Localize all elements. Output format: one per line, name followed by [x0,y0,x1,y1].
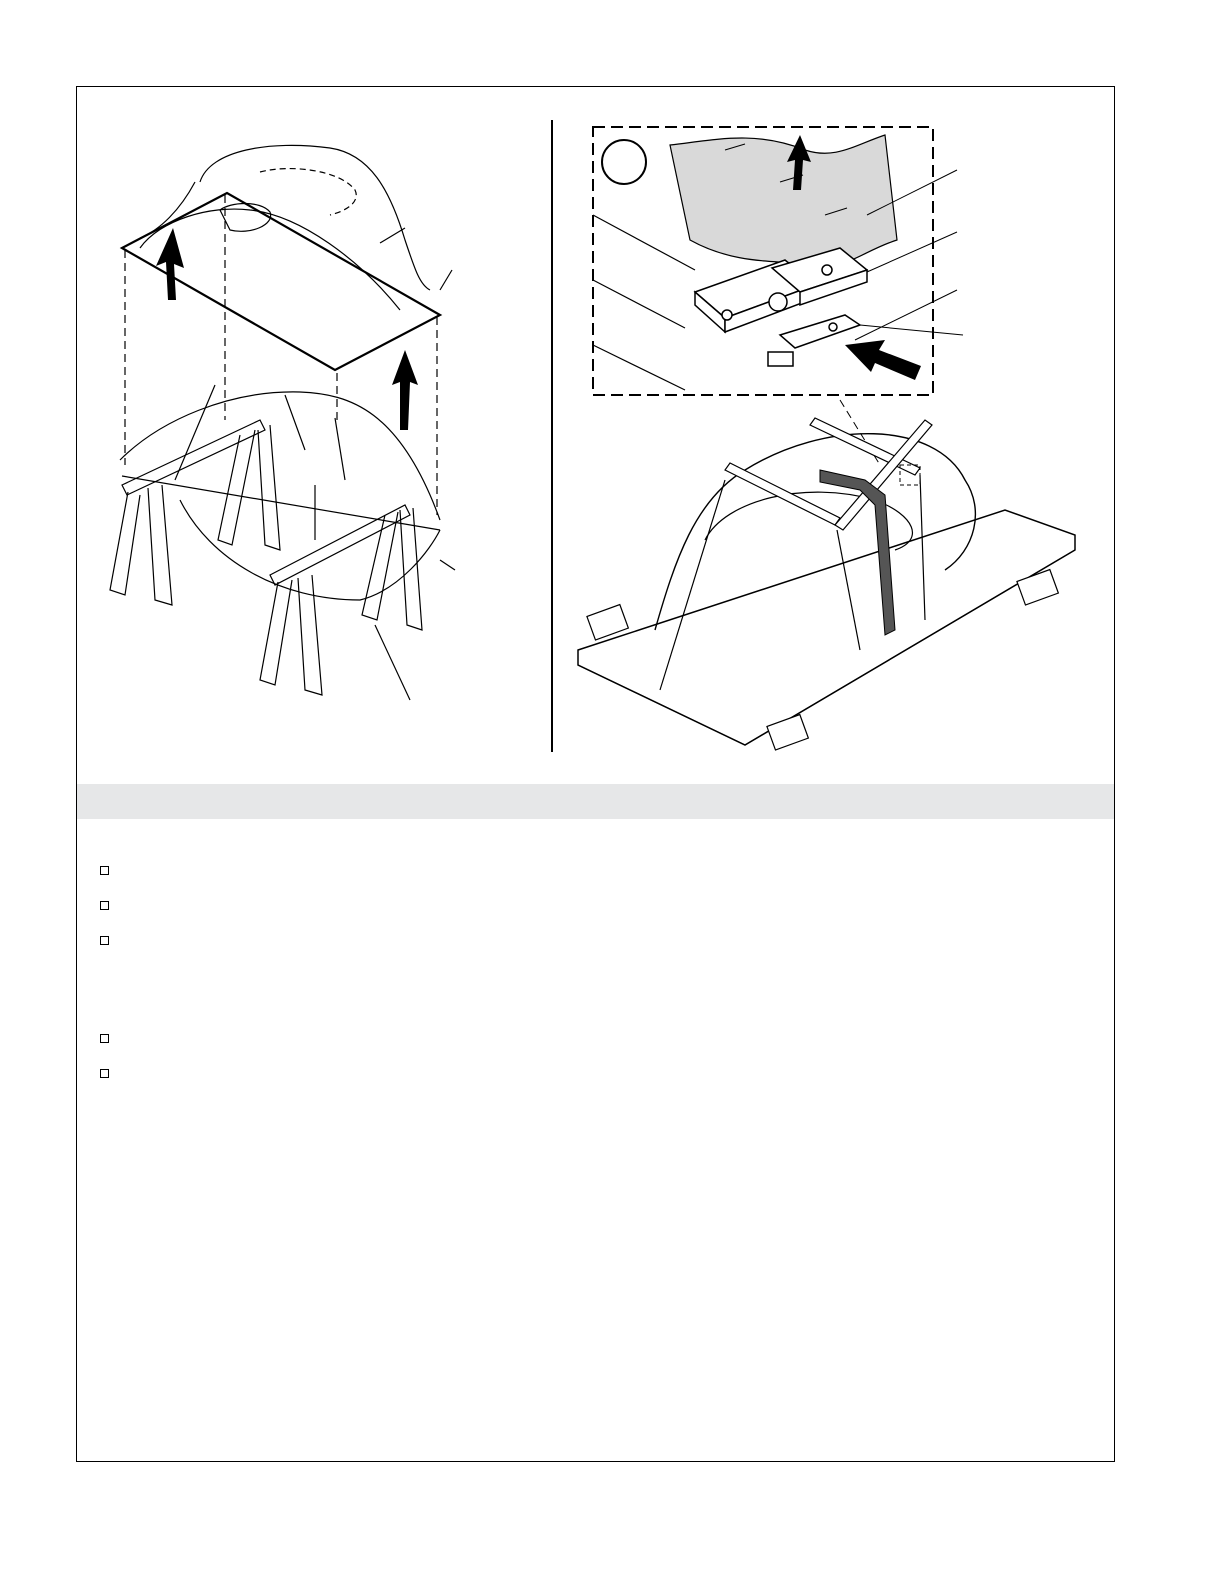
illustration-remove-cover [100,120,540,720]
checklist-item[interactable] [100,936,400,950]
crate-base [578,510,1075,745]
checklist-item[interactable] [100,1069,400,1083]
sawhorse-legs [110,425,422,695]
base-rails [593,215,695,390]
shipping-bracket [695,248,867,366]
tub-rim-front [122,476,440,530]
checklist-item[interactable] [100,1034,400,1048]
tub-rim-back [120,392,440,520]
checkbox-icon[interactable] [100,936,109,945]
shipping-tape [670,135,897,266]
tub-body [180,500,440,600]
sawhorse-beam-right [270,505,410,585]
checkbox-icon[interactable] [100,1069,109,1078]
checkbox-icon[interactable] [100,901,109,910]
sawhorse-beam-left [122,420,265,495]
checkbox-icon[interactable] [100,1034,109,1043]
cover-shell-left-edge [140,182,195,238]
cover-drain-recess [220,204,271,232]
cover-hidden-line [260,169,356,215]
section-band [77,784,1114,819]
checklist-item[interactable] [100,866,400,880]
checklist-item[interactable] [100,901,400,915]
illustration-remove-bracket [575,120,1095,760]
cover-shell-outline [200,145,430,290]
bracket-push-arrow [845,340,921,380]
detail-circle-icon [602,140,646,184]
column-divider [551,120,553,752]
checkbox-icon[interactable] [100,866,109,875]
